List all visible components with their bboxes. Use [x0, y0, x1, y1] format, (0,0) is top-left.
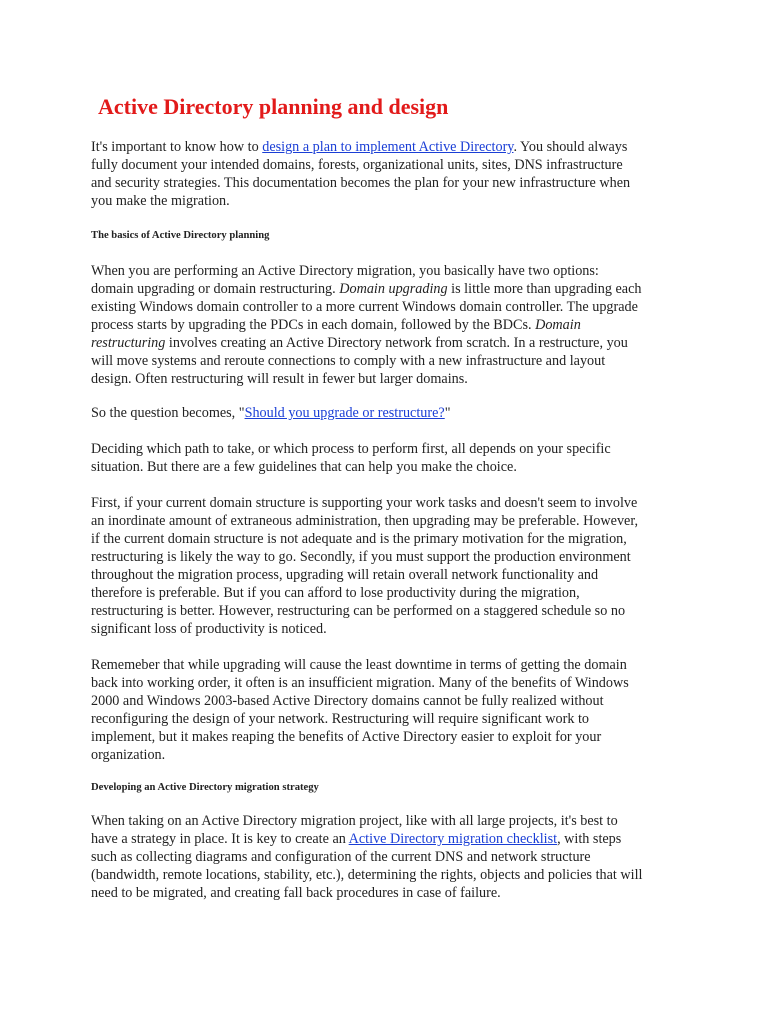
- page-title: Active Directory planning and design: [98, 94, 449, 119]
- guidelines-paragraph: First, if your current domain structure is supporting your work tasks and doesn't seem to involve an inordinate amount of extraneous administration, then upgrading may be preferable. However, if the current domain structure is not adequate and is the primary motivation for the migration, restructuring is likely the way to go. Secondly, if you must support the production environment throughout the migration process, upgrading will retain overall network functionality and therefore is preferable. But if you can afford to lose productivity during the migration, restructuring is better. However, restructuring can be performed on a staggered schedule so no significant loss of productivity is noticed.: [91, 495, 639, 637]
- section-heading-strategy: Developing an Active Directory migration strategy: [91, 782, 319, 793]
- strategy-paragraph: When taking on an Active Directory migration project, like with all large projects, it's best to have a strategy in place. It is key to create an Active Directory migration checklist, with steps such as collecting diagrams and configuration of the current DNS and network structure (bandwidth, remote locations, stability, etc.), determining the rights, objects and policies that will need to be migrated, and creating fall back procedures in case of failure.: [91, 813, 643, 901]
- question-paragraph: So the question becomes, "Should you upgrade or restructure?": [91, 405, 451, 421]
- design-plan-link[interactable]: design a plan to implement Active Directory: [262, 139, 514, 155]
- migration-checklist-link[interactable]: Active Directory migration checklist: [348, 831, 558, 847]
- downtime-paragraph: Rememeber that while upgrading will cause the least downtime in terms of getting the domain back into working order, it often is an insufficient migration. Many of the benefits of Windows 2000 and Windows 2003-based Active Directory domains cannot be fully realized without reconfiguring the design of your network. Restructuring will require significant work to implement, but it makes reaping the benefits of Active Directory easier to exploit for your organization.: [91, 657, 629, 763]
- options-paragraph: When you are performing an Active Directory migration, you basically have two options: domain upgrading or domain restructuring. Domain upgrading is little more than upgrading each existing Windows domain controller to a more current Windows domain controller. The upgrade process starts by upgrading the PDCs in each domain, followed by the BDCs. Domain restructuring involves creating an Active Directory network from scratch. In a restructure, you will move systems and reroute connections to comply with a new infrastructure and layout design. Often restructuring will result in fewer but larger domains.: [91, 263, 642, 387]
- upgrade-or-restructure-link[interactable]: Should you upgrade or restructure?: [244, 405, 445, 421]
- section-heading-basics: The basics of Active Directory planning: [91, 230, 270, 241]
- intro-paragraph: It's important to know how to design a plan to implement Active Directory. You should always fully document your intended domains, forests, organizational units, sites, DNS infrastructure and security strategies. This documentation becomes the plan for your new infrastructure when you make the migration.: [91, 139, 631, 209]
- path-paragraph: Deciding which path to take, or which process to perform first, all depends on your specific situation. But there are a few guidelines that can help you make the choice.: [91, 441, 611, 475]
